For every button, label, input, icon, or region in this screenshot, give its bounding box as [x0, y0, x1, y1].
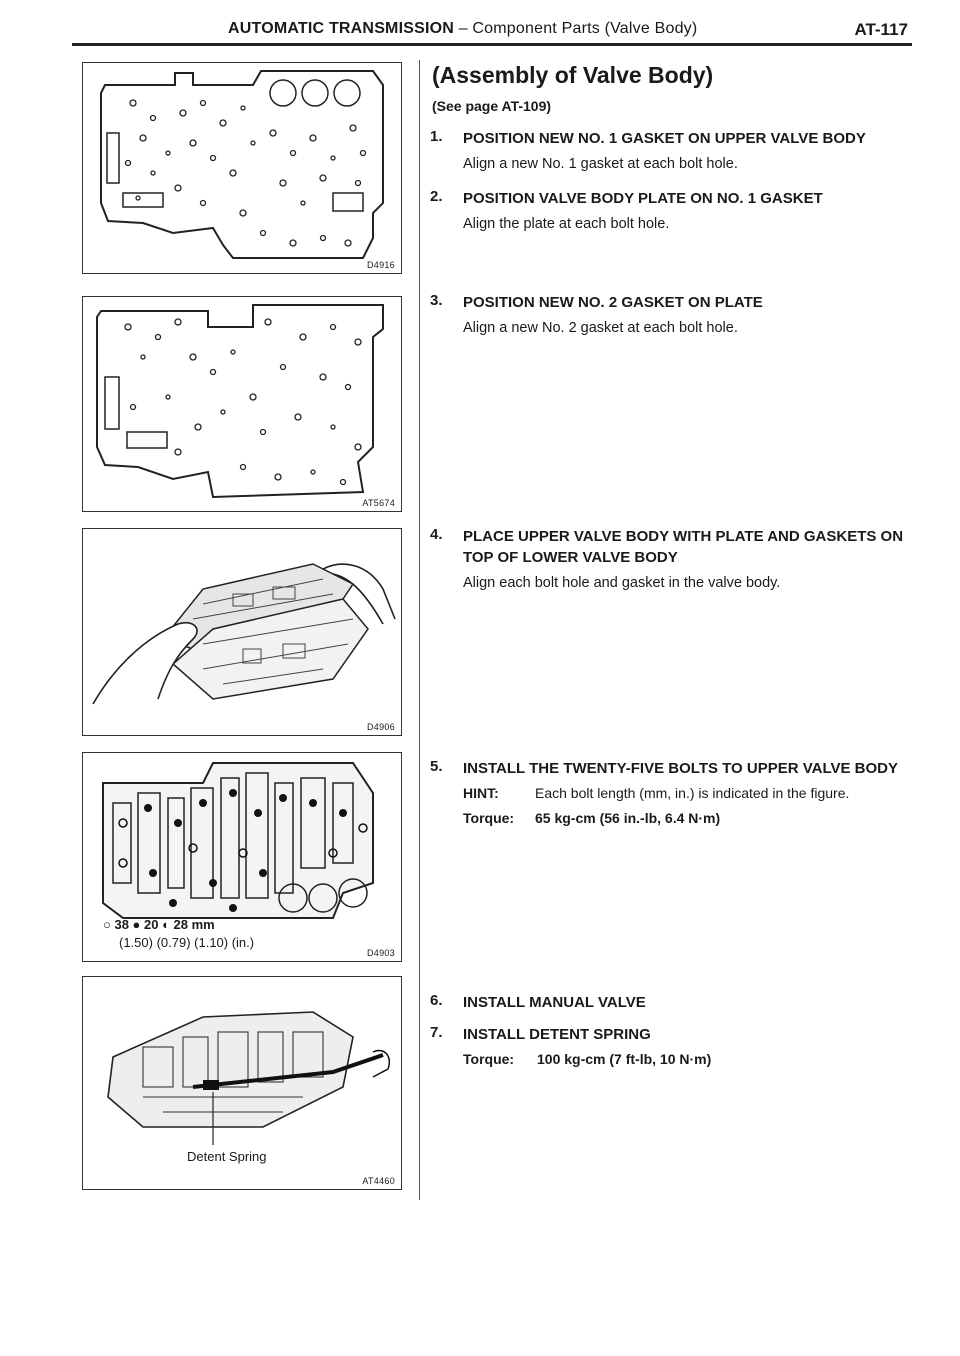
- header-subtitle: – Component Parts (Valve Body): [458, 20, 698, 37]
- torque-label: Torque:: [463, 810, 515, 826]
- step-3: [430, 292, 920, 338]
- torque-label: Torque:: [463, 1051, 515, 1067]
- section-title: (Assembly of Valve Body): [432, 62, 714, 88]
- figure-code: D4903: [366, 948, 395, 958]
- figure-valve-body-plate: [82, 296, 402, 512]
- step-number: 3.: [430, 292, 443, 309]
- step-2: [430, 188, 920, 234]
- bolt-legend-inches: (1.50) (0.79) (1.10) (in.): [119, 935, 255, 950]
- figure-gasket-no1: [82, 62, 402, 274]
- step-1: [430, 128, 920, 174]
- hint-text: Each bolt length (mm, in.) is indicated in the figure.: [535, 785, 850, 801]
- bolt-legend-sizes: ○ 38 ● 20 ◐ 28 mm: [103, 917, 215, 932]
- step-number: 1.: [430, 128, 443, 145]
- figure-code: AT5674: [362, 498, 395, 508]
- page-number: AT-117: [854, 20, 908, 39]
- step-body: Align the plate at each bolt hole.: [463, 216, 670, 232]
- torque-value: 100 kg-cm (7 ft-lb, 10 N·m): [537, 1051, 712, 1067]
- step-heading: POSITION NEW NO. 2 GASKET ON PLATE: [463, 294, 763, 311]
- hint-label: HINT:: [463, 785, 499, 801]
- figure-code: AT4460: [362, 1176, 395, 1186]
- detent-spring-caption: Detent Spring: [187, 1149, 267, 1164]
- running-header: [228, 20, 697, 38]
- hint-line: [463, 782, 910, 804]
- step-number: 2.: [430, 188, 443, 205]
- step-5: [430, 758, 910, 829]
- header-title: AUTOMATIC TRANSMISSION: [228, 20, 455, 37]
- torque-line: [463, 1048, 920, 1070]
- figure-code: D4906: [366, 722, 395, 732]
- column-divider: [419, 60, 420, 1200]
- step-number: 6.: [430, 992, 443, 1009]
- figure-detent-spring: [82, 976, 402, 1190]
- figure-place-upper-body: [82, 528, 402, 736]
- step-heading: INSTALL DETENT SPRING: [463, 1026, 651, 1043]
- torque-value: 65 kg-cm (56 in.-lb, 6.4 N·m): [535, 810, 721, 826]
- step-heading: POSITION VALVE BODY PLATE ON NO. 1 GASKET: [463, 190, 823, 207]
- step-body: Align each bolt hole and gasket in the valve body.: [463, 575, 781, 591]
- step-heading: PLACE UPPER VALVE BODY WITH PLATE AND GASKETS ON TOP OF LOWER VALVE BODY: [463, 528, 904, 566]
- plate-illustration: [83, 297, 401, 511]
- header-rule: [72, 43, 912, 46]
- step-heading: INSTALL MANUAL VALVE: [463, 994, 646, 1011]
- step-number: 7.: [430, 1024, 443, 1041]
- hands-valve-body-illustration: [83, 529, 401, 735]
- figure-code: D4916: [366, 260, 395, 270]
- step-body: Align a new No. 2 gasket at each bolt hole.: [463, 320, 738, 336]
- step-4: [430, 526, 910, 593]
- step-heading: POSITION NEW NO. 1 GASKET ON UPPER VALVE BODY: [463, 130, 866, 147]
- step-heading: INSTALL THE TWENTY-FIVE BOLTS TO UPPER VALVE BODY: [463, 760, 899, 777]
- step-number: 4.: [430, 526, 443, 543]
- see-page-reference: (See page AT-109): [432, 98, 552, 114]
- torque-line: [463, 807, 910, 829]
- step-7: [430, 1024, 920, 1070]
- figure-bolt-layout: [82, 752, 402, 962]
- step-body: Align a new No. 1 gasket at each bolt hole.: [463, 156, 738, 172]
- step-number: 5.: [430, 758, 443, 775]
- gasket-illustration: [83, 63, 401, 273]
- step-6: [430, 992, 920, 1013]
